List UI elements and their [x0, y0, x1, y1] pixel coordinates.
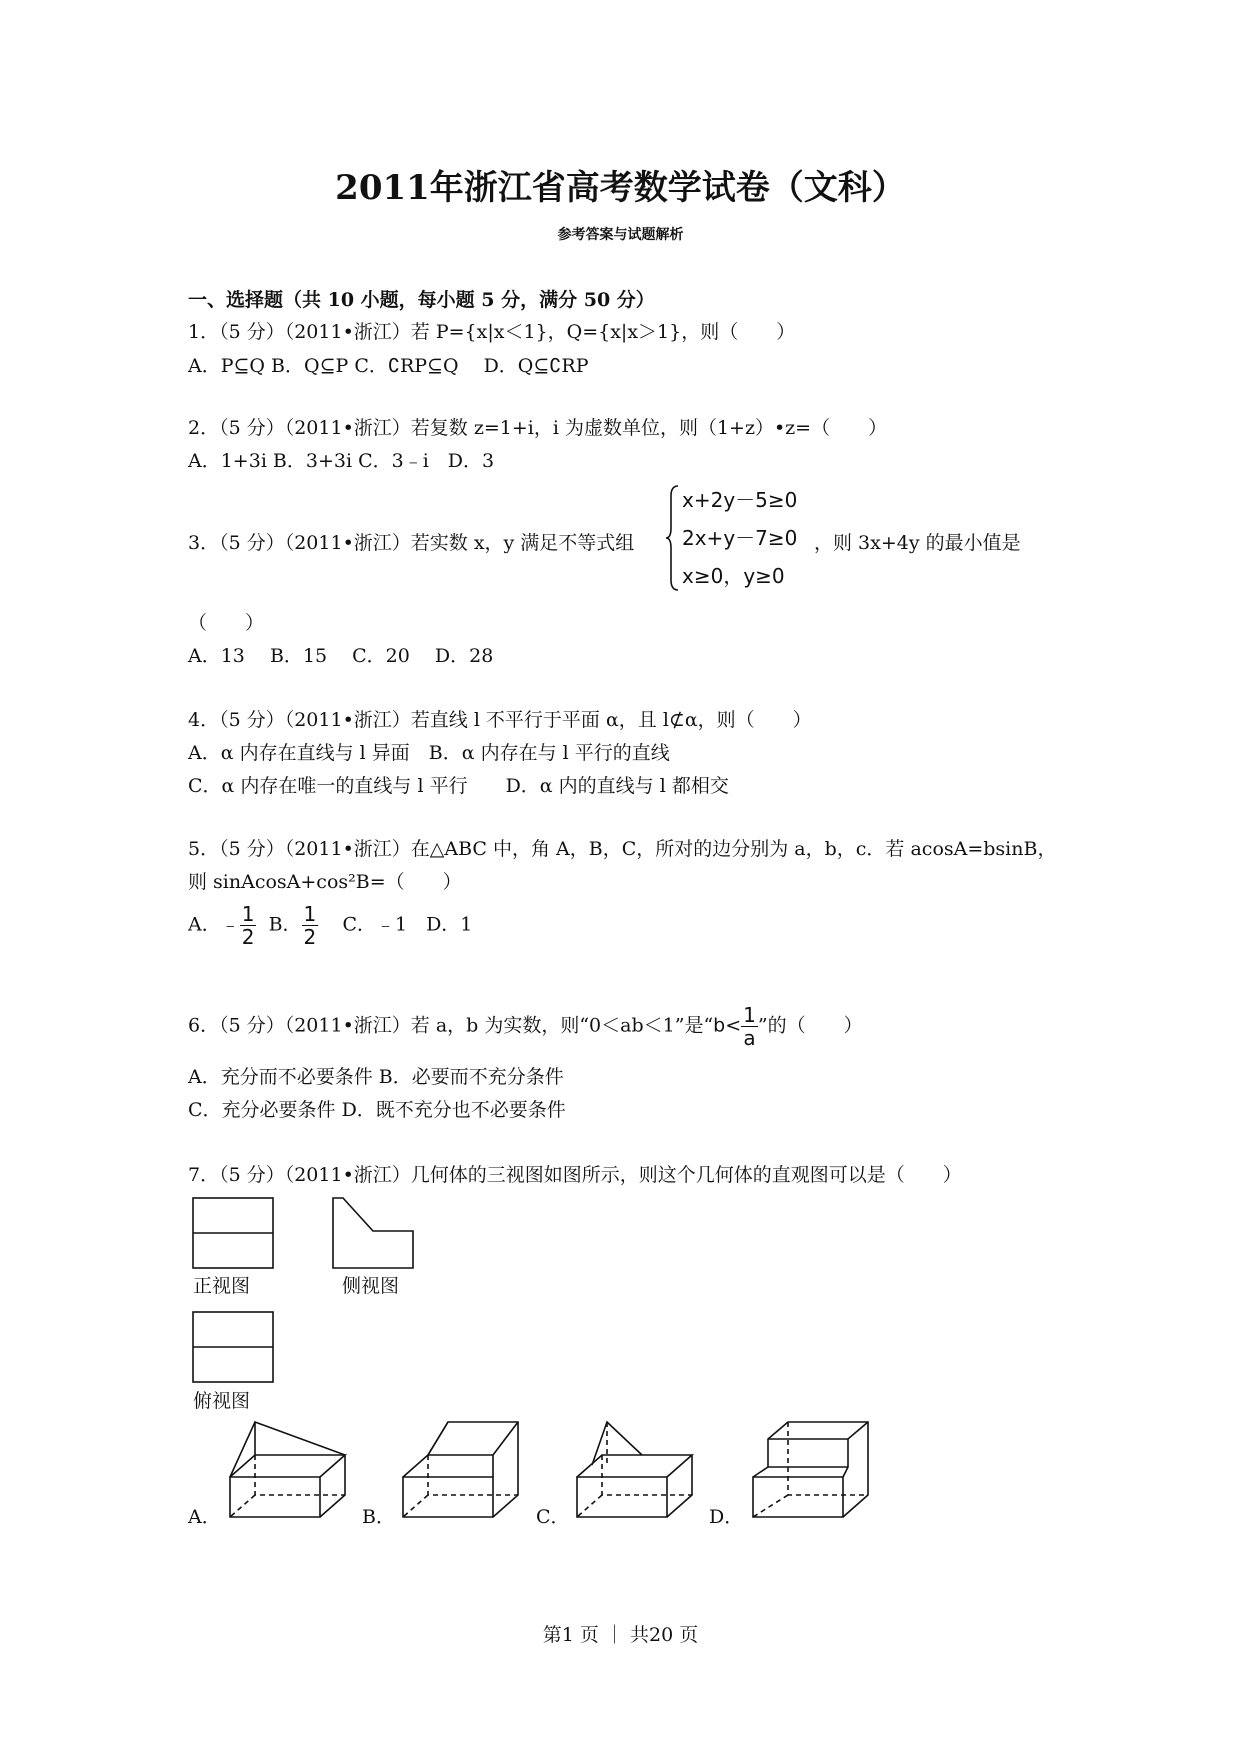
inequality-1: x+2y－5≥0	[682, 488, 798, 512]
question-5-stem-line2: 则 sinAcosA+cos²B=（ ）	[188, 871, 462, 893]
question-6-options-line2: C．充分必要条件 D．既不充分也不必要条件	[188, 1099, 566, 1121]
question-7-stem: 7．（5 分）（2011•浙江）几何体的三视图如图所示，则这个几何体的直观图可以是（ ）	[188, 1164, 962, 1186]
fraction-one-over-a: $\frac{1}{a}$	[743, 1003, 756, 1050]
question-2-options: A．1+3i B．3+3i C．3﹣i D．3	[188, 450, 495, 472]
question-5-stem-line1: 5．（5 分）（2011•浙江）在△ABC 中，角 A，B，C，所对的边分别为 a，b，c．若 acosA=bsinB，	[188, 838, 1057, 860]
question-4-options-line2: C．α 内存在唯一的直线与 l 平行 D．α 内的直线与 l 都相交	[188, 775, 729, 797]
section-heading: 一、选择题（共 10 小题，每小题 5 分，满分 50 分）	[188, 289, 655, 311]
solid-figure-a	[225, 1417, 355, 1527]
question-3-stem-before: 3．（5 分）（2011•浙江）若实数 x，y 满足不等式组	[188, 532, 635, 554]
fraction-one-half: $\frac{1}{2}$	[303, 902, 317, 949]
side-view-label: 侧视图	[342, 1275, 400, 1297]
inequality-3: x≥0，y≥0	[682, 564, 785, 588]
solid-figure-b	[398, 1417, 528, 1527]
question-1-stem: 1．（5 分）（2011•浙江）若 P={x|x＜1}，Q={x|x＞1}，则（ ）	[188, 321, 796, 343]
solid-figure-c	[572, 1417, 702, 1527]
question-3-options: A．13 B．15 C．20 D．28	[188, 645, 494, 667]
option-a-label: A．﹣	[188, 913, 240, 936]
question-6-options-line1: A．充分而不必要条件 B．必要而不充分条件	[188, 1066, 564, 1088]
top-view-label: 俯视图	[193, 1390, 251, 1412]
choice-c-label: C．	[536, 1506, 570, 1528]
inequality-2: 2x+y－7≥0	[682, 526, 798, 550]
option-b-label: B．	[268, 913, 302, 936]
choice-d-label: D．	[709, 1506, 744, 1528]
fraction-one-half: $\frac{1}{2}$	[241, 902, 255, 949]
choice-a-label: A．	[188, 1506, 221, 1528]
side-view-shape	[333, 1198, 413, 1268]
three-view-drawing	[190, 1195, 610, 1425]
choice-b-label: B．	[362, 1506, 395, 1528]
solid-figure-d	[748, 1417, 878, 1527]
question-5-options	[188, 903, 472, 948]
question-3-paren: （ ）	[188, 612, 265, 634]
question-6-stem: 6．（5 分）（2011•浙江）若 a，b 为实数，则“0＜ab＜1”是“b< $\frac{1}{a}$ ”的（ ）	[188, 1003, 863, 1050]
option-c-d: C．﹣1 D．1	[342, 913, 473, 936]
front-view-label: 正视图	[193, 1275, 251, 1297]
question-1-options: A．P⊆Q B．Q⊆P C．∁RP⊆Q D．Q⊆∁RP	[188, 355, 589, 377]
question-2-stem: 2．（5 分）（2011•浙江）若复数 z=1+i，i 为虚数单位，则（1+z）•z=（ ）	[188, 417, 888, 439]
left-brace-icon	[666, 482, 682, 594]
question-3-stem-after: ，则 3x+4y 的最小值是	[814, 532, 1021, 554]
inequality-system	[666, 482, 826, 594]
page-title: 2011年浙江省高考数学试卷（文科）	[335, 168, 906, 208]
page-subtitle: 参考答案与试题解析	[557, 227, 684, 243]
question-4-stem: 4．（5 分）（2011•浙江）若直线 l 不平行于平面 α，且 l⊄α，则（ ）	[188, 709, 812, 731]
page-footer: 第1 页 ｜ 共20 页	[542, 1624, 699, 1646]
question-4-options-line1: A．α 内存在直线与 l 异面 B．α 内存在与 l 平行的直线	[188, 742, 670, 764]
